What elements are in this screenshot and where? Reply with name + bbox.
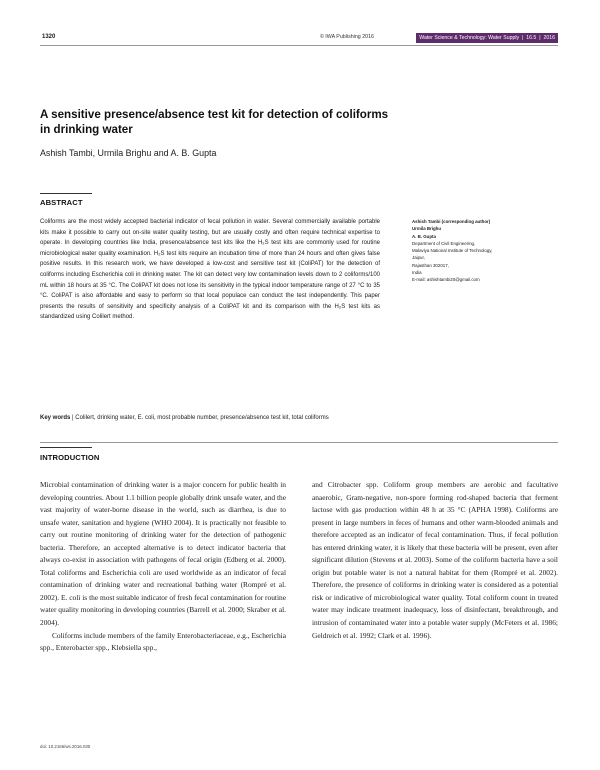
journal-volume: 16.5 bbox=[526, 35, 537, 41]
abstract-heading: ABSTRACT bbox=[40, 198, 83, 207]
author-list: Ashish Tambi, Urmila Brighu and A. B. Gupta bbox=[40, 148, 217, 158]
author-affiliation bbox=[412, 218, 572, 284]
introduction-rule bbox=[40, 447, 92, 448]
header-divider bbox=[40, 45, 558, 46]
journal-name: Water Science & Technology: Water Supply bbox=[419, 35, 520, 41]
journal-banner: Water Science & Technology: Water Supply | 16.5 | 2016 bbox=[416, 33, 558, 43]
journal-year: 2016 bbox=[543, 35, 555, 41]
affiliation-line: E-mail: ashishtambi20@gmail.com bbox=[412, 277, 480, 283]
keywords-list: Colilert, drinking water, E. coli, most probable number, presence/absence test kit, total coliforms bbox=[75, 415, 329, 421]
intro-left-column bbox=[40, 479, 286, 655]
keywords-label: Key words bbox=[40, 415, 71, 421]
intro-paragraph-1: Microbial contamination of drinking water is a major concern for public health in developing countries. About 1.1 billion people globally drink unsafe water, and the vast majority of water-borne disease in the world, such as diarrhea, is due to unsafe water, sanitation and hygiene (WHO 2004). It is practically not feasible to carry out routine monitoring of drinking water for the detection of pathogenic bacteria. Therefore, an accepted alternative is to detect indicator bacteria that always co-exist in association with pathogens of fecal origin (Edberg et al. 2000). Total coliforms and Escherichia coli are used worldwide as an indicator of fecal contamination of drinking water and recreational bathing water (Rompré et al. 2002). E. coli is the most suitable indicator of fresh fecal contamination for routine water quality monitoring in developing countries (Barrell et al. 2000; Skraber et al. 2004). bbox=[40, 480, 286, 628]
abstract-text: Coliforms are the most widely accepted bacterial indicator of fecal pollution in water. Several commercially available portable kits make it possible to carry out on-site water quality testing, but are usually costly and often require technical expertise to operate. In developing countries like India, presence/absence test kits like the H₂S test kits are commonly used for routine microbiological water quality examination. H₂S test kits require an incubation time of more than 24 hours and often gives false positive results. In this research work, we have developed a low-cost and sensitive test kit (ColiPAT) for the detection of coliforms including Escherichia coli in drinking water. The kit can detect very low contamination levels down to 2 coliforms/100 mL within 18 hours at 35 °C. The ColiPAT kit does not lose its sensitivity in the typical indoor temperature range of 27 °C to 35 °C. ColiPAT is also affordable and easy to perform so that local populace can conduct the test independently. This paper presents the results of sensitivity and specificity analysis of a ColiPAT kit and its comparison with the H₂S test kits as standardized using Colilert method. bbox=[40, 219, 380, 321]
intro-paragraph-2: Coliforms include members of the family Enterobacteriaceae, e.g., Escherichia spp., Enterobacter spp., Klebsiella spp., bbox=[40, 630, 286, 653]
intro-paragraph-3: and Citrobacter spp. Coliform group members are aerobic and facultative anaerobic, Gram-negative, non-spore forming rod-shaped bacteria that ferment lactose with gas production within 48 h at 35 °C (APHA 1998). Coliforms are present in large numbers in feces of humans and other warm-blooded animals and therefore accepted as an indicator of fecal contamination. Thus, if fecal pollution has entered drinking water, it is likely that these bacteria will be present, even after significant dilution (Stevens et al. 2003). Some of the coliform bacteria have a soil origin but potable water is not a natural habitat for them (Rompré et al. 2002). Therefore, the presence of coliforms in drinking water is considered as a potential risk or indicative of microbiological water quality. Total coliform count in treated water may indicate treatment inadequacy, loss of disinfectant, breakthrough, and intrusion of contaminated water into a potable water supply (McFeters et al. 1986; Geldreich et al. 1992; Clark et al. 1996). bbox=[312, 480, 558, 640]
affiliation-line: India bbox=[412, 270, 422, 276]
abstract-rule bbox=[40, 193, 92, 194]
intro-right-column bbox=[312, 479, 558, 642]
affiliation-line: Department of Civil Engineering, bbox=[412, 240, 476, 246]
publisher-copyright: © IWA Publishing 2016 bbox=[319, 34, 374, 40]
running-header bbox=[40, 34, 558, 44]
affiliation-line: Ashish Tambi (corresponding author) bbox=[412, 219, 491, 224]
doi-footer: doi: 10.2166/ws.2016.035 bbox=[40, 744, 91, 749]
affiliation-line: A. B. Gupta bbox=[412, 233, 436, 239]
affiliation-line: Malaviya National Institute of Technology, bbox=[412, 248, 493, 254]
section-divider bbox=[40, 442, 558, 443]
article-title: A sensitive presence/absence test kit for detection of coliforms in drinking water bbox=[40, 108, 389, 136]
abstract-body bbox=[40, 217, 380, 323]
introduction-heading: INTRODUCTION bbox=[40, 453, 100, 462]
affiliation-line: Jaipur, bbox=[412, 255, 425, 261]
affiliation-line: Rajasthan 302017, bbox=[412, 262, 449, 268]
affiliation-line: Urmila Brighu bbox=[412, 226, 442, 232]
page-number: 1320 bbox=[42, 34, 56, 40]
keywords: Key words | Colilert, drinking water, E. coli, most probable number, presence/absence test kit, total coliforms bbox=[40, 415, 329, 421]
